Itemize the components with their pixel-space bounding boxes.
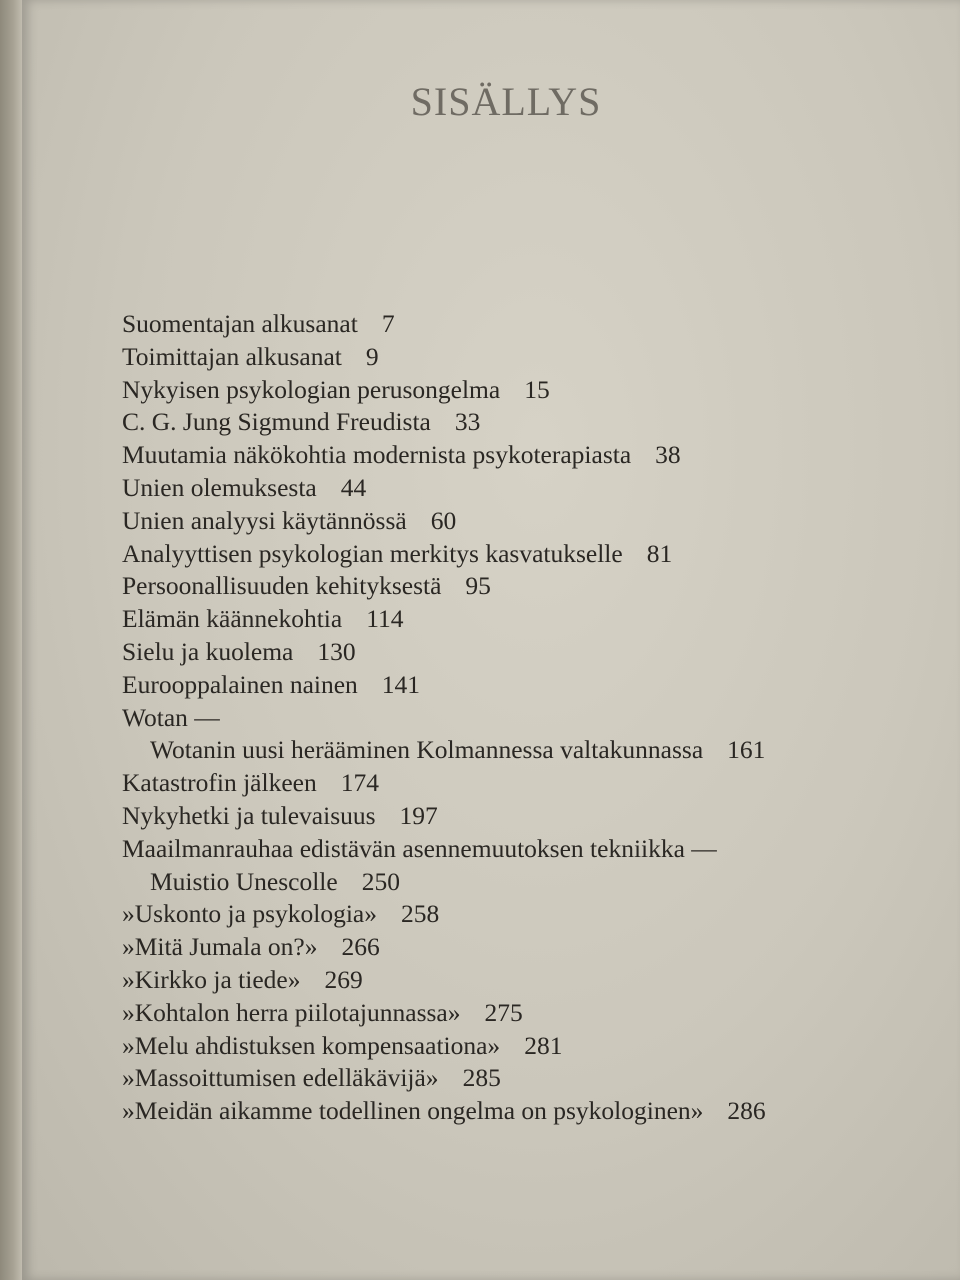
toc-entry-page: 275 <box>484 997 523 1027</box>
toc-entry-title: Wotan — <box>122 702 220 732</box>
toc-entry-page: 130 <box>317 636 356 666</box>
toc-entry-title: »Kohtalon herra piilotajunnassa» <box>122 997 461 1027</box>
toc-entry-page: 285 <box>462 1063 501 1093</box>
toc-entry-continuation <box>122 866 922 899</box>
toc-entry-title: »Meidän aikamme todellinen ongelma on psykologinen» <box>122 1096 704 1126</box>
toc-entry <box>122 439 922 472</box>
toc-entry <box>122 964 922 997</box>
toc-entry <box>122 931 922 964</box>
toc-entry <box>122 636 922 669</box>
toc-entry-title: »Melu ahdistuksen kompensaationa» <box>122 1030 501 1060</box>
book-spine-edge <box>0 0 22 1280</box>
toc-entry-title: Toimittajan alkusanat <box>122 341 342 371</box>
toc-entry-title: »Kirkko ja tiede» <box>122 964 301 994</box>
toc-entry-page: 141 <box>381 669 421 699</box>
toc-entry-page: 286 <box>727 1096 766 1126</box>
toc-entry <box>122 833 922 866</box>
toc-entry-title: Sielu ja kuolema <box>122 636 294 666</box>
toc-entry <box>122 1030 922 1063</box>
toc-entry-title: Unien analyysi käytännössä <box>122 505 407 535</box>
book-page <box>22 0 960 1280</box>
toc-entry <box>122 374 922 407</box>
toc-entry <box>122 570 922 603</box>
toc-entry-title: »Mitä Jumala on?» <box>122 932 318 962</box>
toc-entry-title: Unien olemuksesta <box>122 472 317 502</box>
toc-entry <box>122 898 922 931</box>
toc-entry-page: 33 <box>454 407 481 437</box>
toc-entry-page: 15 <box>524 374 550 404</box>
toc-entry-title: Muistio Unescolle <box>150 866 338 896</box>
toc-entry <box>122 538 922 571</box>
toc-entry-title: »Massoittumisen edelläkävijä» <box>122 1063 439 1093</box>
toc-entry-title: Suomentajan alkusanat <box>122 309 358 338</box>
toc-entry-title: Elämän käännekohtia <box>122 604 343 634</box>
toc-entry-title: Eurooppalainen nainen <box>122 669 358 699</box>
toc-entry-title: »Uskonto ja psykologia» <box>122 899 377 929</box>
toc-entry <box>122 472 922 505</box>
toc-entry <box>122 308 922 341</box>
toc-entry-title: Nykyhetki ja tulevaisuus <box>122 800 376 830</box>
toc-entry-page: 81 <box>646 538 673 568</box>
toc-entry-title: Katastrofin jälkeen <box>122 768 317 798</box>
toc-entry-continuation <box>122 734 922 767</box>
toc-entry-page: 281 <box>524 1030 563 1060</box>
toc-entry-page: 38 <box>655 440 681 470</box>
toc-entry <box>122 767 922 800</box>
table-of-contents <box>122 308 922 1128</box>
toc-entry-page: 114 <box>366 604 404 634</box>
toc-entry <box>122 702 922 735</box>
toc-entry-page: 9 <box>365 341 379 371</box>
toc-entry <box>122 997 922 1030</box>
toc-entry-page: 197 <box>399 800 438 830</box>
toc-entry-title: Maailmanrauhaa edistävän asennemuutoksen tekniikka — <box>122 833 717 863</box>
toc-entry <box>122 505 922 538</box>
toc-entry-page: 161 <box>727 735 766 765</box>
toc-entry-title: C. G. Jung Sigmund Freudista <box>122 407 431 437</box>
toc-entry <box>122 1062 922 1095</box>
toc-entry-title: Wotanin uusi herääminen Kolmannessa valtakunnassa <box>150 735 704 765</box>
toc-entry-title: Analyyttisen psykologian merkitys kasvatukselle <box>122 538 623 568</box>
toc-entry-title: Nykyisen psykologian perusongelma <box>122 374 501 404</box>
toc-entry-page: 269 <box>324 964 363 994</box>
toc-entry-page: 258 <box>401 899 440 929</box>
toc-entry-page: 60 <box>430 505 457 535</box>
toc-entry <box>122 406 922 439</box>
toc-entry-title: Muutamia näkökohtia modernista psykoterapiasta <box>122 440 632 470</box>
toc-entry-page: 250 <box>361 866 400 896</box>
toc-entry-page: 7 <box>381 309 395 338</box>
toc-entry-page: 95 <box>465 571 491 601</box>
toc-entry-title: Persoonallisuuden kehityksestä <box>122 571 442 601</box>
toc-entry-page: 174 <box>340 768 379 798</box>
toc-entry <box>122 669 922 702</box>
page-title: SISÄLLYS <box>410 79 602 124</box>
toc-entry <box>122 341 922 374</box>
toc-entry <box>122 800 922 833</box>
toc-entry-page: 266 <box>341 932 380 962</box>
toc-entry <box>122 1095 922 1128</box>
toc-entry <box>122 603 922 636</box>
toc-entry-page: 44 <box>340 472 367 502</box>
